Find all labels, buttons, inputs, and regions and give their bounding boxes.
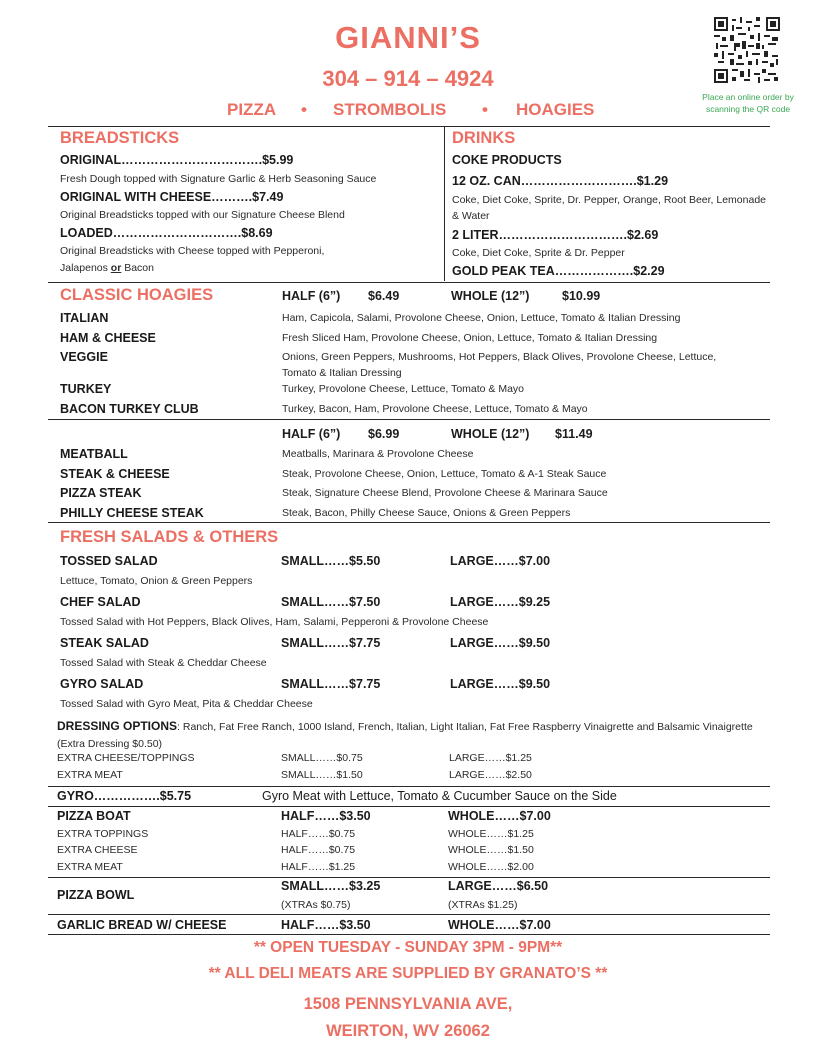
extra-whole-price: WHOLE……$1.50 xyxy=(448,844,534,856)
menu-item-original: ORIGINAL…………………………….$5.99 xyxy=(60,153,294,167)
half-size-label: HALF (6”) xyxy=(282,289,341,303)
divider xyxy=(48,126,770,127)
garlic-bread-whole-price: WHOLE……$7.00 xyxy=(448,918,551,932)
salads-heading: FRESH SALADS & OTHERS xyxy=(60,528,279,546)
hoagie-name: MEATBALL xyxy=(60,447,128,461)
hoagie-description: Steak, Provolone Cheese, Onion, Lettuce, Tomato & A-1 Steak Sauce xyxy=(282,468,607,480)
qr-instructions: Place an online order by scanning the QR code xyxy=(702,92,794,115)
extra-half-price: HALF……$0.75 xyxy=(281,828,356,840)
salad-name: TOSSED SALAD xyxy=(60,554,158,568)
whole-size-label: WHOLE (12”) xyxy=(451,427,530,441)
salad-small-price: SMALL……$7.75 xyxy=(281,636,381,650)
extra-large-price: LARGE……$2.50 xyxy=(449,769,532,781)
pizza-boat-whole-price: WHOLE……$7.00 xyxy=(448,809,551,823)
pizza-bowl-small-extra: (XTRAs $0.75) xyxy=(281,899,351,911)
divider xyxy=(48,522,770,523)
hoagie-description: Meatballs, Marinara & Provolone Cheese xyxy=(282,448,474,460)
desc-emphasis: or xyxy=(110,262,122,274)
address-city: WEIRTON, WV 26062 xyxy=(326,1022,490,1040)
item-description: Original Breadsticks with Cheese topped with Pepperoni, xyxy=(60,245,325,257)
salad-description: Tossed Salad with Steak & Cheddar Cheese xyxy=(60,657,267,669)
tagline-pizza: PIZZA xyxy=(227,100,277,119)
hoagie-description: Turkey, Bacon, Ham, Provolone Cheese, Lettuce, Tomato & Mayo xyxy=(282,403,588,415)
hoagie-description: Onions, Green Peppers, Mushrooms, Hot Peppers, Black Olives, Provolone Cheese, Lettuce, Tomato & Italian Dressing xyxy=(282,351,717,379)
garlic-bread-half-price: HALF……$3.50 xyxy=(281,918,371,932)
item-description xyxy=(60,262,154,274)
divider xyxy=(48,419,770,420)
extra-small-price: SMALL……$0.75 xyxy=(281,752,363,764)
salad-large-price: LARGE……$7.00 xyxy=(450,554,551,568)
item-description: Coke, Diet Coke, Sprite, Dr. Pepper, Orange, Root Beer, Lemonade & Water xyxy=(452,194,767,223)
extra-name: EXTRA MEAT xyxy=(57,769,123,781)
hoagie-name: BACON TURKEY CLUB xyxy=(60,402,199,416)
hours-notice: ** OPEN TUESDAY - SUNDAY 3PM - 9PM** xyxy=(253,939,563,956)
desc-part: Bacon xyxy=(121,262,154,274)
salad-small-price: SMALL……$5.50 xyxy=(281,554,381,568)
hoagie-description: Steak, Signature Cheese Blend, Provolone Cheese & Marinara Sauce xyxy=(282,487,608,499)
half-size-label: HALF (6”) xyxy=(282,427,341,441)
address-street: 1508 PENNSYLVANIA AVE, xyxy=(303,995,513,1013)
hoagie-name: VEGGIE xyxy=(60,350,108,364)
menu-item-original-with-cheese: ORIGINAL WITH CHEESE……….$7.49 xyxy=(60,190,284,204)
hoagies-heading: CLASSIC HOAGIES xyxy=(60,286,214,304)
hoagie-name: STEAK & CHEESE xyxy=(60,467,170,481)
divider xyxy=(48,806,770,807)
tagline-bullet: • xyxy=(301,100,307,119)
hoagie-description: Fresh Sliced Ham, Provolone Cheese, Onion, Lettuce, Tomato & Italian Dressing xyxy=(282,332,658,344)
salad-large-price: LARGE……$9.25 xyxy=(450,595,551,609)
phone-number: 304 – 914 – 4924 xyxy=(322,66,494,91)
divider xyxy=(48,914,770,915)
divider xyxy=(48,934,770,935)
divider xyxy=(48,877,770,878)
extra-name: EXTRA MEAT xyxy=(57,861,123,873)
menu-item-gyro: GYRO…………….$5.75 xyxy=(57,789,192,803)
supplier-notice: ** ALL DELI MEATS ARE SUPPLIED BY GRANATO’S ** xyxy=(208,965,608,982)
pizza-bowl-name: PIZZA BOWL xyxy=(57,888,135,902)
half-size-price: $6.99 xyxy=(368,427,400,441)
hoagie-name: HAM & CHEESE xyxy=(60,331,156,345)
whole-size-label: WHOLE (12”) xyxy=(451,289,530,303)
extra-large-price: LARGE……$1.25 xyxy=(449,752,532,764)
divider xyxy=(48,786,770,787)
tagline-bullet: • xyxy=(482,100,488,119)
dressing-options xyxy=(57,717,757,753)
hoagie-name: ITALIAN xyxy=(60,311,109,325)
restaurant-name: GIANNI’S xyxy=(335,20,481,55)
pizza-boat-name: PIZZA BOAT xyxy=(57,809,131,823)
hoagie-description: Ham, Capicola, Salami, Provolone Cheese, Onion, Lettuce, Tomato & Italian Dressing xyxy=(282,312,681,324)
item-description: Fresh Dough topped with Signature Garlic & Herb Seasoning Sauce xyxy=(60,173,377,185)
salad-name: CHEF SALAD xyxy=(60,595,141,609)
salad-large-price: LARGE……$9.50 xyxy=(450,677,551,691)
menu-item-2-liter: 2 LITER………………………….$2.69 xyxy=(452,228,659,242)
column-divider xyxy=(444,127,445,281)
salad-name: GYRO SALAD xyxy=(60,677,144,691)
extra-small-price: SMALL……$1.50 xyxy=(281,769,363,781)
gyro-description: Gyro Meat with Lettuce, Tomato & Cucumber Sauce on the Side xyxy=(262,789,617,803)
qr-code-icon[interactable] xyxy=(714,17,780,83)
pizza-bowl-large-extra: (XTRAs $1.25) xyxy=(448,899,518,911)
extra-name: EXTRA CHEESE/TOPPINGS xyxy=(57,752,195,764)
tagline-strombolis: STROMBOLIS xyxy=(333,100,447,119)
pizza-boat-half-price: HALF……$3.50 xyxy=(281,809,371,823)
salad-small-price: SMALL……$7.75 xyxy=(281,677,381,691)
coke-products-label: COKE PRODUCTS xyxy=(452,153,562,167)
dressing-label: DRESSING OPTIONS xyxy=(57,719,178,733)
extra-whole-price: WHOLE……$1.25 xyxy=(448,828,534,840)
drinks-heading: DRINKS xyxy=(452,129,516,147)
extra-name: EXTRA TOPPINGS xyxy=(57,828,149,840)
salad-large-price: LARGE……$9.50 xyxy=(450,636,551,650)
menu-item-gold-peak-tea: GOLD PEAK TEA……………….$2.29 xyxy=(452,264,665,278)
hoagie-name: PIZZA STEAK xyxy=(60,486,142,500)
half-size-price: $6.49 xyxy=(368,289,400,303)
hoagie-name: PHILLY CHEESE STEAK xyxy=(60,506,204,520)
whole-size-price: $10.99 xyxy=(562,289,601,303)
extra-half-price: HALF……$0.75 xyxy=(281,844,356,856)
breadsticks-heading: BREADSTICKS xyxy=(60,129,180,147)
hoagie-description: Turkey, Provolone Cheese, Lettuce, Tomato & Mayo xyxy=(282,383,525,395)
salad-name: STEAK SALAD xyxy=(60,636,149,650)
hoagie-name: TURKEY xyxy=(60,382,112,396)
extra-half-price: HALF……$1.25 xyxy=(281,861,356,873)
extra-name: EXTRA CHEESE xyxy=(57,844,138,856)
item-description: Coke, Diet Coke, Sprite & Dr. Pepper xyxy=(452,247,625,259)
pizza-bowl-small-price: SMALL……$3.25 xyxy=(281,879,381,893)
extra-whole-price: WHOLE……$2.00 xyxy=(448,861,534,873)
tagline-hoagies: HOAGIES xyxy=(516,100,595,119)
garlic-bread-name: GARLIC BREAD W/ CHEESE xyxy=(57,918,227,932)
salad-small-price: SMALL……$7.50 xyxy=(281,595,381,609)
pizza-bowl-large-price: LARGE……$6.50 xyxy=(448,879,549,893)
menu-item-can: 12 OZ. CAN……………………….$1.29 xyxy=(452,174,669,188)
divider xyxy=(48,282,770,283)
salad-description: Lettuce, Tomato, Onion & Green Peppers xyxy=(60,575,253,587)
menu-item-loaded: LOADED………………………….$8.69 xyxy=(60,226,273,240)
dressing-list: : Ranch, Fat Free Ranch, 1000 Island, French, Italian, Light Italian, Fat Free Raspberry Vinaigrette and Balsamic Vinaigrette (Extra Dressing $0.50) xyxy=(57,721,753,751)
salad-description: Tossed Salad with Hot Peppers, Black Olives, Ham, Salami, Pepperoni & Provolone Cheese xyxy=(60,616,489,628)
salad-description: Tossed Salad with Gyro Meat, Pita & Cheddar Cheese xyxy=(60,698,313,710)
hoagie-description: Steak, Bacon, Philly Cheese Sauce, Onions & Green Peppers xyxy=(282,507,571,519)
item-description: Original Breadsticks topped with our Signature Cheese Blend xyxy=(60,209,345,221)
desc-part: Jalapenos xyxy=(60,262,111,274)
whole-size-price: $11.49 xyxy=(555,427,593,441)
